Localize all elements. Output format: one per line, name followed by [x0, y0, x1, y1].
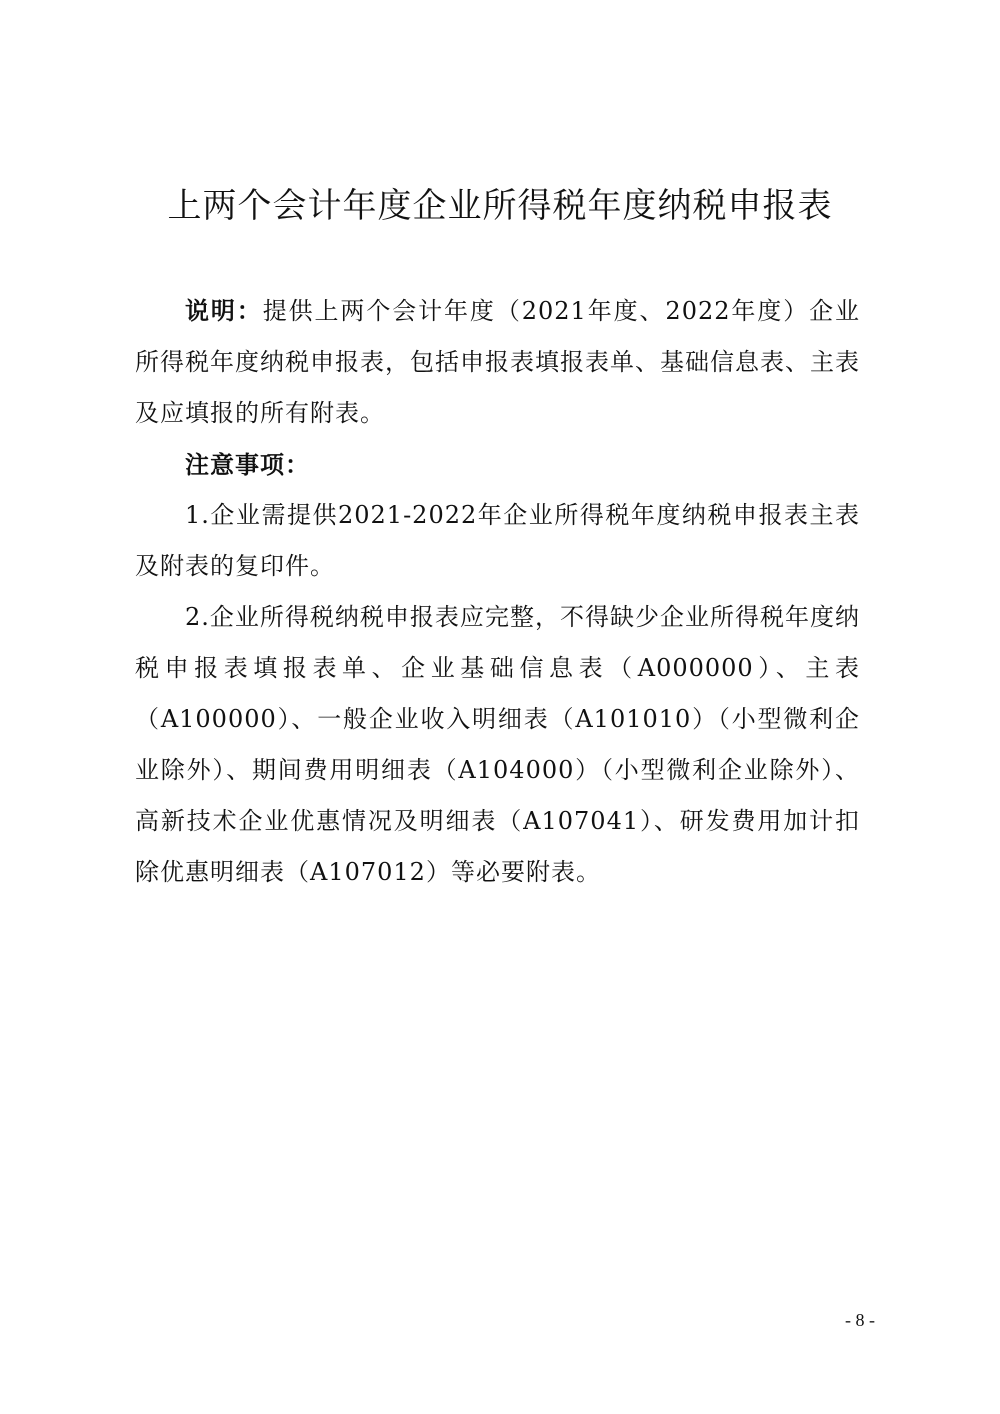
note-item-2: 2.企业所得税纳税申报表应完整，不得缺少企业所得税年度纳税申报表填报表单、企业基础信息表（A000000）、主表（A100000）、一般企业收入明细表（A101010）（小型微利企业除外）、期间费用明细表（A104000）（小型微利企业除外）、高新技术企业优惠情况及明细表（A107041）、研发费用加计扣除优惠明细表（A107012）等必要附表。 [135, 603, 860, 886]
document-body [135, 285, 860, 898]
explanation-paragraph [135, 285, 860, 439]
notes-heading: 注意事项： [185, 450, 310, 479]
explanation-text: 提供上两个会计年度（2021年度、2022年度）企业所得税年度纳税申报表，包括申报表填报表单、基础信息表、主表及应填报的所有附表。 [135, 297, 861, 427]
note-item-1: 1.企业需提供2021-2022年企业所得税年度纳税申报表主表及附表的复印件。 [135, 501, 860, 580]
page-number: - 8 - [845, 1310, 875, 1330]
explanation-label: 说明： [185, 296, 263, 325]
document-title: 上两个会计年度企业所得税年度纳税申报表 [167, 186, 833, 226]
